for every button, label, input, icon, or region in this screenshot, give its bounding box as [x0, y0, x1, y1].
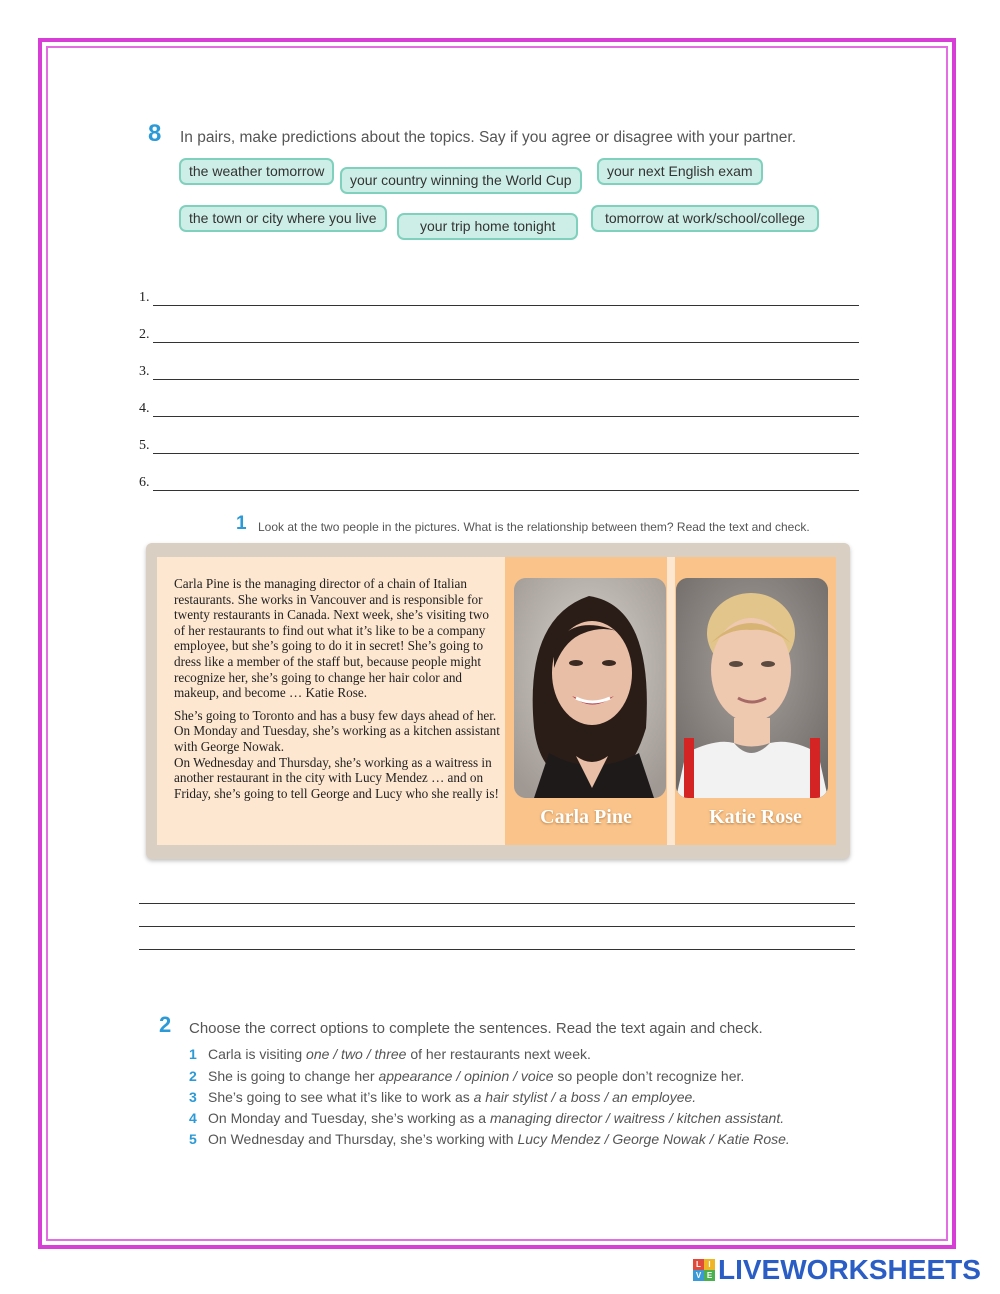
topic-chip: tomorrow at work/school/college [591, 205, 819, 232]
katie-rose-photo [676, 578, 828, 798]
answer-line-number: 1. [139, 290, 150, 305]
exercise-8-number: 8 [148, 120, 162, 147]
answer-options[interactable]: Lucy Mendez / George Nowak / Katie Rose. [517, 1131, 790, 1147]
answer-options[interactable]: a hair stylist / a boss / an employee. [473, 1089, 697, 1105]
topic-chip: the weather tomorrow [179, 158, 334, 185]
sentence-number: 2 [189, 1068, 197, 1084]
sentence-number: 3 [189, 1089, 197, 1105]
exercise-8-instruction: In pairs, make predictions about the topics. Say if you agree or disagree with your partner. [180, 129, 797, 146]
answer-line[interactable] [139, 364, 859, 384]
liveworksheets-logo-icon: L I V E [693, 1259, 715, 1281]
topic-chip: the town or city where you live [179, 205, 387, 232]
answer-options[interactable]: one / two / three [306, 1046, 407, 1062]
sentence-number: 4 [189, 1110, 197, 1126]
reading-paragraph: On Wednesday and Thursday, she’s working as a waitress in another restaurant in the city with Lucy Mendez … and on Friday, she’s going to tell George and Lucy who she really is! [174, 754, 499, 801]
carla-pine-photo [514, 578, 666, 798]
exercise-2-instruction: Choose the correct options to complete the sentences. Read the text again and check. [189, 1020, 763, 1037]
sentence-item: 4 On Monday and Tuesday, she’s working as a managing director / waitress / kitchen assistant. [189, 1110, 785, 1126]
reading-text [174, 576, 500, 808]
answer-line[interactable] [139, 438, 859, 458]
sentence-item: 2 She is going to change her appearance / opinion / voice so people don’t recognize her. [189, 1068, 745, 1084]
answer-line-number: 6. [139, 475, 150, 490]
reading-paragraph: Carla Pine is the managing director of a chain of Italian restaurants. She works in Vancouver and is responsible for twenty restaurants in Canada. Next week, she’s visiting two of her restaurants to find out what it’s like to be a company employee, but she’s going to do it in secret! She’s going to dress like a member of the staff but, because people might recognize her, she’s going to change her hair color and makeup, and become … Katie Rose. [174, 576, 489, 701]
answer-blank-line[interactable] [139, 903, 855, 904]
photo-divider [667, 557, 675, 845]
answer-options[interactable]: appearance / opinion / voice [378, 1068, 554, 1084]
answer-line[interactable] [139, 401, 859, 421]
sentence-number: 5 [189, 1131, 197, 1147]
sentence-item: 3 She’s going to see what it’s like to work as a hair stylist / a boss / an employee. [189, 1089, 697, 1105]
woman-portrait-image [676, 578, 828, 798]
photo-caption: Carla Pine [540, 806, 632, 828]
answer-options[interactable]: managing director / waitress / kitchen assistant. [489, 1110, 785, 1126]
topic-chip: your trip home tonight [397, 213, 578, 240]
sentence-item: 5 On Wednesday and Thursday, she’s working with Lucy Mendez / George Nowak / Katie Rose. [189, 1131, 790, 1147]
topic-chip: your next English exam [597, 158, 763, 185]
photo-caption: Katie Rose [709, 806, 802, 828]
answer-line[interactable] [139, 290, 859, 310]
exercise-1-number: 1 [236, 513, 247, 534]
brand-text: LIVEWORKSHEETS [718, 1254, 981, 1285]
topic-chip: your country winning the World Cup [340, 167, 582, 194]
answer-line-number: 2. [139, 327, 150, 342]
answer-blank-line[interactable] [139, 926, 855, 927]
sentence-item: 1 Carla is visiting one / two / three of her restaurants next week. [189, 1046, 591, 1062]
answer-line-number: 5. [139, 438, 150, 453]
reading-paragraph: She’s going to Toronto and has a busy few days ahead of her. On Monday and Tuesday, she’s working as a kitchen assistant with George Nowak. [174, 707, 500, 754]
answer-blank-line[interactable] [139, 949, 855, 950]
answer-line-number: 4. [139, 401, 150, 416]
liveworksheets-brand [693, 1255, 981, 1285]
answer-line-number: 3. [139, 364, 150, 379]
woman-portrait-image [514, 578, 666, 798]
exercise-1-instruction: Look at the two people in the pictures. What is the relationship between them? Read the text and check. [258, 520, 810, 534]
sentence-number: 1 [189, 1046, 197, 1062]
answer-line[interactable] [139, 475, 859, 495]
answer-line[interactable] [139, 327, 859, 347]
exercise-2-number: 2 [159, 1012, 172, 1037]
